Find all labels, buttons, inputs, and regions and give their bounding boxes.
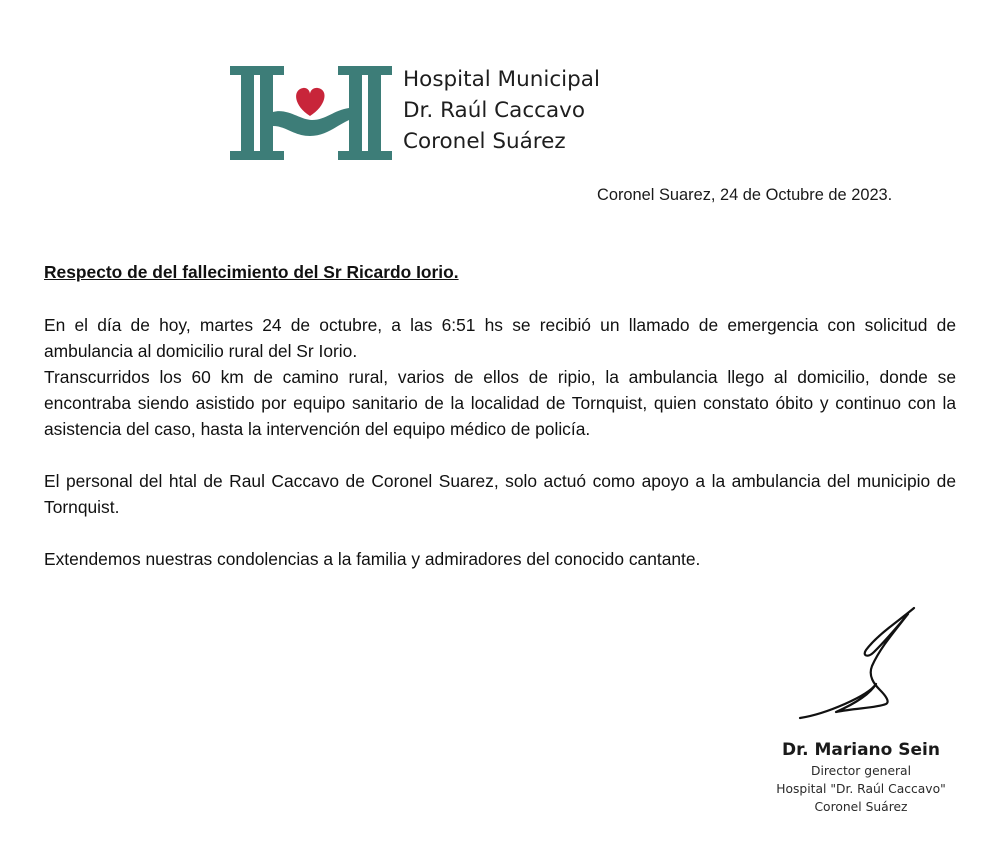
signatory-city: Coronel Suárez	[814, 800, 908, 814]
signature-block	[756, 738, 966, 816]
letter-date: Coronel Suarez, 24 de Octubre de 2023.	[597, 186, 893, 204]
signatory-name: Dr. Mariano Sein	[782, 740, 940, 760]
hospital-name	[403, 64, 600, 157]
hospital-logo-icon	[230, 64, 392, 162]
signatory-title: Director general	[810, 764, 912, 778]
handwritten-signature	[796, 604, 918, 724]
letter-body	[44, 312, 956, 572]
letter-subject: Respecto de del fallecimiento del Sr Ricardo Iorio.	[44, 262, 459, 282]
body-paragraph-1b: Transcurridos los 60 km de camino rural, varios de ellos de ripio, la ambulancia llego al domicilio, donde se encontraba siendo asistido por equipo sanitario de la localidad de Tornquist, quien constato óbito y continuo con la asistencia del caso, hasta la intervención del equipo médico de policía.	[44, 367, 956, 439]
body-paragraph-3: Extendemos nuestras condolencias a la familia y admiradores del conocido cantante.	[44, 549, 701, 569]
signatory-institution: Hospital "Dr. Raúl Caccavo"	[776, 782, 946, 796]
hospital-name-line-2: Dr. Raúl Caccavo	[403, 98, 586, 123]
hospital-name-line-3: Coronel Suárez	[403, 129, 566, 154]
hospital-name-line-1: Hospital Municipal	[403, 67, 600, 92]
body-paragraph-1a: En el día de hoy, martes 24 de octubre, a las 6:51 hs se recibió un llamado de emergencia con solicitud de ambulancia al domicilio rural del Sr Iorio.	[44, 315, 956, 361]
body-paragraph-2: El personal del htal de Raul Caccavo de Coronel Suarez, solo actuó como apoyo a la ambulancia del municipio de Tornquist.	[44, 471, 956, 517]
